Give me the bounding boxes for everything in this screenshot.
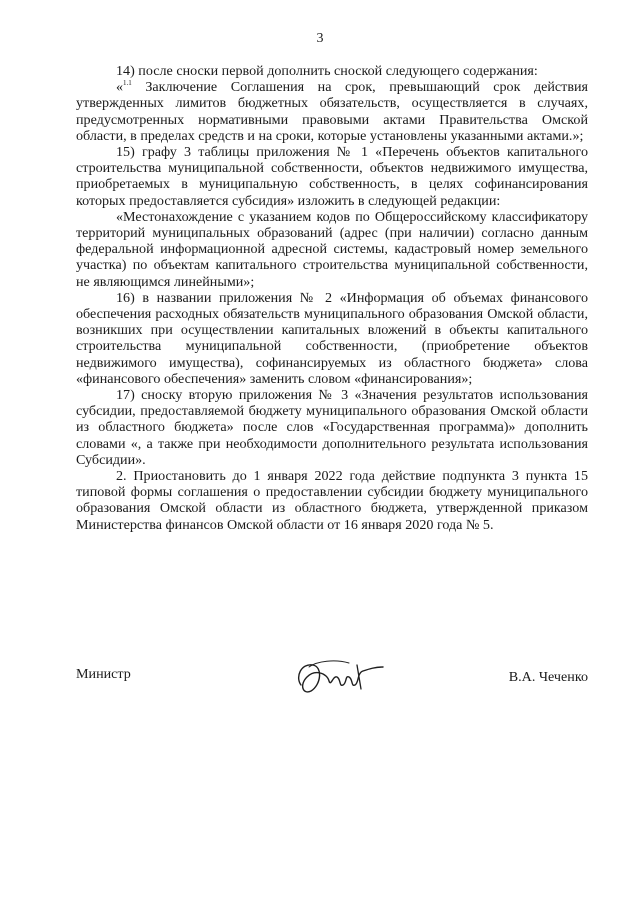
signatory-title: Министр (76, 666, 131, 682)
paragraph-item-17: 17) сноску вторую приложения № 3 «Значения результатов использования субсидии, предоставляемой бюджету муниципального образования Омской области из областного бюджета» после слов «Государственная программа)» дополнить словами «, а также при необходимости дополнительного результата использования Субсидии». (76, 387, 588, 468)
paragraph-item-15: 15) графу 3 таблицы приложения № 1 «Перечень объектов капитального строительства муниципальной собственности, объектов недвижимого имущества, приобретаемых в муниципальную собственность, в целях софинансирования которых предоставляется субсидия» изложить в следующей редакции: (76, 144, 588, 209)
page-number: 3 (316, 31, 324, 46)
signatory-name: В.А. Чеченко (508, 669, 588, 685)
paragraph-section-2: 2. Приостановить до 1 января 2022 года действие подпункта 3 пункта 15 типовой формы соглашения о предоставлении субсидии бюджету муниципального образования Омской области из областного бюджета, утвержденной приказом Министерства финансов Омской области от 16 января 2020 года № 5. (76, 468, 588, 533)
paragraph-item-16: 16) в названии приложения № 2 «Информация об объемах финансового обеспечения расходных обязательств муниципального образования Омской области, возникших при осуществлении капитальных вложений в объекты капитального строительства муниципальной собственности, (приобретение объектов недвижимого имущества), софинансируемых из областного бюджета» слова «финансового обеспечения» заменить словом «финансирования»; (76, 289, 588, 387)
paragraph-footnote-text (76, 79, 588, 144)
handwritten-signature (291, 655, 391, 705)
paragraph-item-14: 14) после сноски первой дополнить сноской следующего содержания: (116, 63, 538, 79)
footnote-body: Заключение Соглашения на срок, превышающий срок действия утвержденных лимитов бюджетных обязательств, осуществляется в случаях, предусмотренных нормативными правовыми актами Правительства Омской области, в пределах средств и на сроки, которые установлены указанными актами.»; (76, 79, 589, 144)
document-body (76, 63, 588, 533)
paragraph-column-3-text: «Местонахождение с указанием кодов по Общероссийскому классификатору территорий муниципальных образований (адрес (при наличии) согласно данным федеральной информационной адресной системы, кадастровый номер земельного участка) по объектам капитального строительства муниципальной собственности, не являющимся линейными»; (76, 208, 588, 290)
open-quote: « (116, 79, 124, 96)
footnote-marker: 1.1 (123, 79, 132, 88)
signature-block (76, 655, 588, 705)
